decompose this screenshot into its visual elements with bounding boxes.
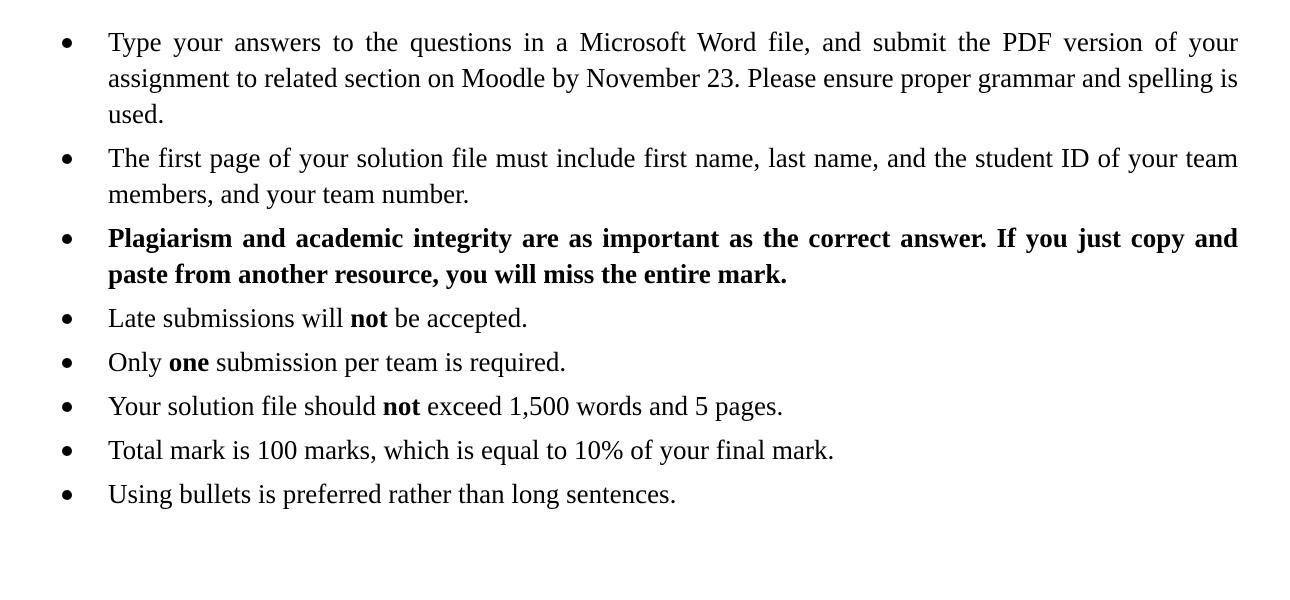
list-item bbox=[58, 432, 1238, 468]
bullet-icon bbox=[62, 38, 72, 48]
list-item bbox=[58, 388, 1238, 424]
item-text-emphasis: not bbox=[382, 391, 421, 421]
list-item bbox=[58, 24, 1238, 132]
bullet-icon bbox=[62, 234, 72, 244]
instructions-list bbox=[58, 24, 1238, 520]
bullet-icon bbox=[62, 358, 72, 368]
item-text-emphasis: not bbox=[350, 303, 388, 333]
list-item bbox=[58, 300, 1238, 336]
item-text-part: Only bbox=[108, 347, 169, 377]
item-text-part: be accepted. bbox=[387, 303, 528, 333]
item-text: Using bullets is preferred rather than long sentences. bbox=[108, 479, 677, 509]
bullet-icon bbox=[62, 314, 72, 324]
bullet-icon bbox=[62, 490, 72, 500]
bullet-icon bbox=[62, 446, 72, 456]
item-text: Type your answers to the questions in a Microsoft Word file, and submit the PDF version of your assignment to related section on Moodle by November 23. Please ensure proper grammar and spelling is used. bbox=[108, 27, 1238, 129]
bullet-icon bbox=[62, 402, 72, 412]
item-text-part: exceed 1,500 words and 5 pages. bbox=[420, 391, 784, 421]
item-text-part: Late submissions will bbox=[108, 303, 351, 333]
list-item-plagiarism-warning bbox=[58, 220, 1238, 292]
list-item bbox=[58, 476, 1238, 512]
item-text-emphasis: one bbox=[168, 347, 210, 377]
item-text: Total mark is 100 marks, which is equal to 10% of your final mark. bbox=[108, 435, 835, 465]
item-text-part: submission per team is required. bbox=[209, 347, 567, 377]
item-text-part: Your solution file should bbox=[108, 391, 383, 421]
item-text: The first page of your solution file must include first name, last name, and the student ID of your team members, and your team number. bbox=[108, 143, 1238, 209]
list-item bbox=[58, 140, 1238, 212]
list-item bbox=[58, 344, 1238, 380]
item-text: Plagiarism and academic integrity are as important as the correct answer. If you just copy and paste from another resource, you will miss the entire mark. bbox=[108, 223, 1238, 289]
bullet-icon bbox=[62, 154, 72, 164]
